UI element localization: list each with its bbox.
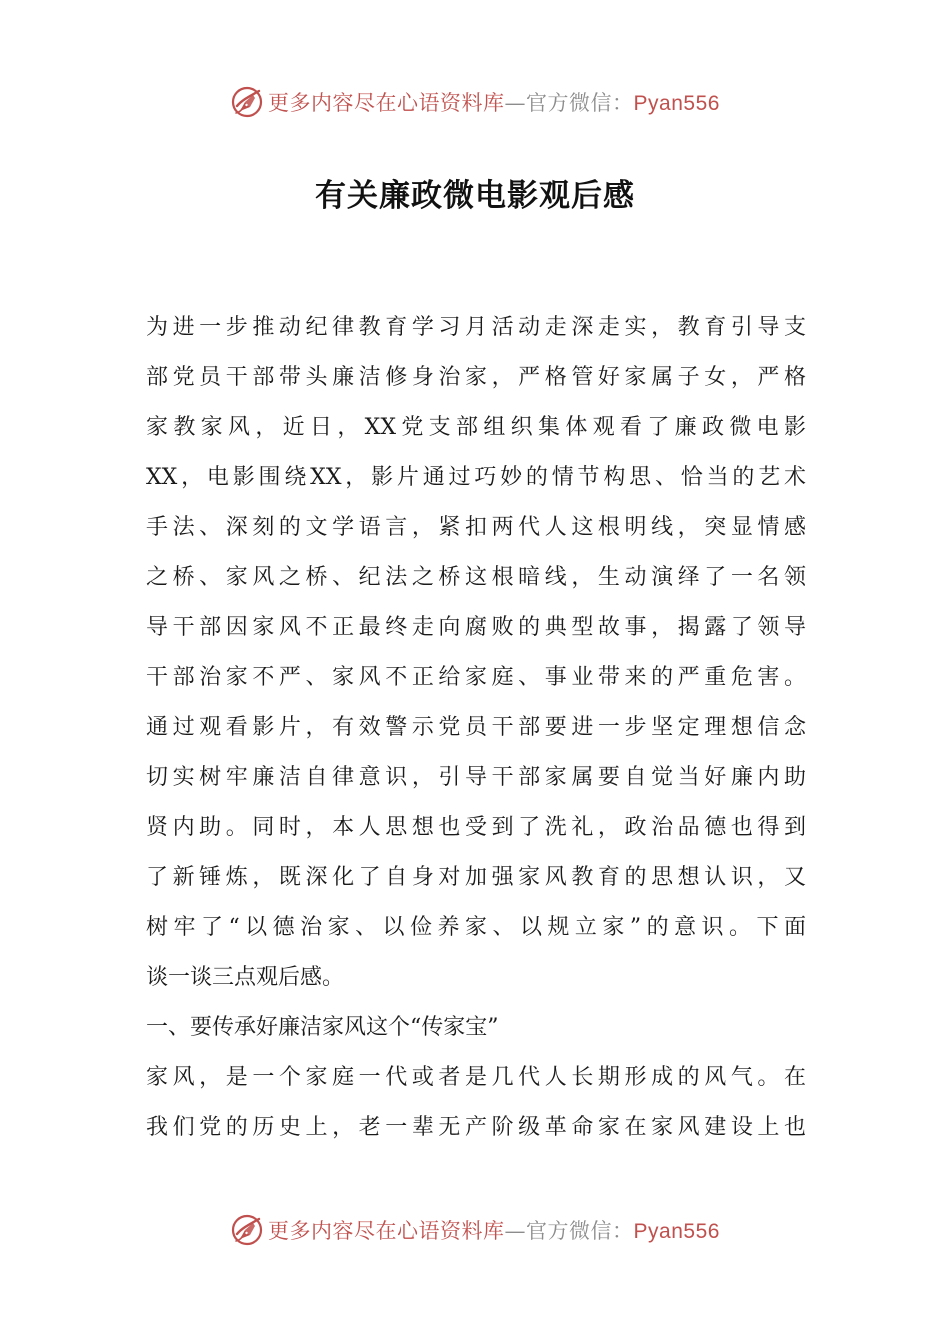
body-line: 家教家风，近日，XX党支部组织集体观看了廉政微电影 — [146, 415, 806, 440]
watermark-prefix: 更多内容尽在心语资料库 — [268, 91, 505, 115]
body-line: 干部治家不严、家风不正给家庭、事业带来的严重危害。 — [146, 665, 806, 690]
body-line: 之桥、家风之桥、纪法之桥这根暗线，生动演绎了一名领 — [146, 565, 806, 590]
body-line: 家风，是一个家庭一代或者是几代人长期形成的风气。在 — [146, 1065, 806, 1090]
body-line: 贤内助。同时，本人思想也受到了洗礼，政治品德也得到 — [146, 815, 806, 840]
watermark-wechat-id: Pyan556 — [633, 1220, 720, 1243]
watermark-text — [268, 1215, 720, 1245]
watermark-text — [268, 87, 720, 117]
section-heading: 一、要传承好廉洁家风这个“传家宝” — [146, 1015, 499, 1040]
watermark-official-label: 官方微信： — [526, 91, 634, 115]
watermark-wechat-id: Pyan556 — [633, 92, 720, 115]
body-line: 树牢了“以德治家、以俭养家、以规立家”的意识。下面 — [146, 915, 806, 940]
pen-nib-logo-icon — [230, 1213, 264, 1247]
body-line: 部党员干部带头廉洁修身治家，严格管好家属子女，严格 — [146, 365, 806, 390]
document-title: 有关廉政微电影观后感 — [315, 178, 635, 214]
footer-watermark-banner — [0, 1210, 950, 1250]
body-line: 谈一谈三点观后感。 — [146, 965, 345, 990]
watermark-dash: — — [504, 1219, 527, 1243]
body-line: XX，电影围绕XX，影片通过巧妙的情节构思、恰当的艺术 — [146, 465, 806, 490]
document-body — [146, 303, 806, 1153]
body-line: 手法、深刻的文学语言，紧扣两代人这根明线，突显情感 — [146, 515, 806, 540]
body-line: 为进一步推动纪律教育学习月活动走深走实，教育引导支 — [146, 315, 806, 340]
pen-nib-logo-icon — [230, 85, 264, 119]
body-line: 通过观看影片，有效警示党员干部要进一步坚定理想信念 — [146, 715, 806, 740]
body-line: 切实树牢廉洁自律意识，引导干部家属要自觉当好廉内助 — [146, 765, 806, 790]
watermark-dash: — — [504, 91, 527, 115]
body-line: 了新锤炼，既深化了自身对加强家风教育的思想认识，又 — [146, 865, 806, 890]
body-line: 导干部因家风不正最终走向腐败的典型故事，揭露了领导 — [146, 615, 806, 640]
watermark-official-label: 官方微信： — [526, 1219, 634, 1243]
watermark-prefix: 更多内容尽在心语资料库 — [268, 1219, 505, 1243]
header-watermark-banner — [0, 82, 950, 122]
body-line: 我们党的历史上，老一辈无产阶级革命家在家风建设上也 — [146, 1115, 806, 1140]
